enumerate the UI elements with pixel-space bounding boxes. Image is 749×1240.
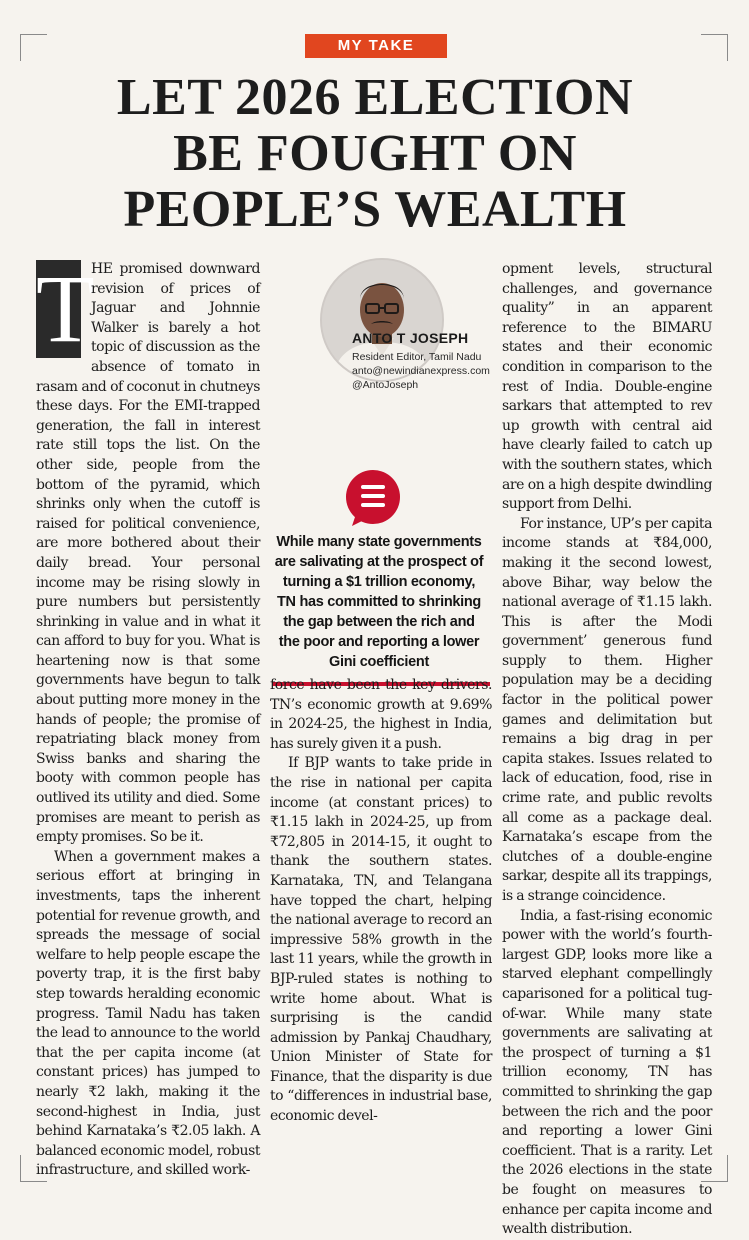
article-column-3 — [502, 260, 712, 1240]
paragraph: For instance, UP’s per capita income stands at ₹84,000, making it the second lowest, above Bihar, way below the national average of ₹1.15 lakh. This is after the Modi government’ generous fund supply to them. Higher population may be a deciding factor in the political power games and delimitation but remains a big drag in per capita stakes. Issues related to lack of education, food, rise in crime rate, and public revolts all come as a package deal. Karnataka’s escape from the clutches of a double-engine sarkar, despite all its trappings, is a strange coincidence. — [502, 515, 712, 904]
article-column-1 — [36, 255, 260, 1181]
headline-line: BE FOUGHT ON — [173, 125, 577, 182]
paragraph: HE promised downward revision of prices of Jaguar and Johnnie Walker is barely a hot topic of discussion as the absence of tomato in rasam and of coconut in chutneys these days. For the EMI-trapped generation, the fall in interest rate still tops the list. On the other side, people from the bottom of the pyramid, which shrinks only when the cutoff is raised for political convenience, are more bothered about their daily bread. Your personal income may be rising slowly in pure numbers but persistently shrinking in value and in what it can afford to buy for you. What is heartening now is that some governments have begun to talk about putting more money in the hands of people; the promise of repatriating black money from Swiss banks and sharing the booty with common people has outlived its utility and died. Some promises are meant to perish as empty promises. So be it. — [36, 261, 260, 846]
speech-bubble-icon — [344, 470, 402, 528]
author-handle: @AntoJoseph — [352, 379, 419, 391]
paragraph: India, a fast-rising economic power with the world’s fourth-largest GDP, looks more like a starved elephant compellingly caparisoned for a political tug-of-war. While many state governments are salivating at the prospect of turning a $1 trillion economy, TN has committed to shrinking the gap between the rich and the poor and reporting a lower Gini coefficient. That is a rarity. Let the 2026 elections in the state be fought on measures to enhance per capita income and wealth distribution. — [502, 907, 712, 1238]
article-column-2 — [270, 676, 492, 1127]
author-name: ANTO T JOSEPH — [352, 330, 469, 346]
headline-line: LET 2026 ELECTION — [116, 69, 634, 126]
author-role: Resident Editor, Tamil Nadu — [352, 351, 482, 363]
paragraph: force have been the key drivers. TN’s economic growth at 9.69% in 2024-25, the highest in India, has surely given it a push. — [270, 677, 492, 752]
frame-corner — [701, 34, 728, 61]
pull-quote: While many state governments are salivating at the prospect of turning a $1 trillion economy, TN has committed to shrinking the gap between the rich and the poor and reporting a lower Gini coefficient — [274, 534, 484, 670]
paragraph: When a government makes a serious effort at bringing in investments, taps the inherent potential for revenue growth, and spreads the message of social welfare to help people escape the poverty trap, it is the first baby step towards heralding economic progress. Tamil Nadu has taken the lead to announce to the world that the per capita income (at constant prices) has jumped to nearly ₹2 lakh, making it the second-highest in India, just behind Karnataka’s ₹2.05 lakh. A balanced economic model, robust infrastructure, and skilled work- — [36, 848, 260, 1179]
drop-cap: T — [36, 255, 95, 362]
paragraph: If BJP wants to take pride in the rise in national per capita income (at constant prices) to ₹1.15 lakh in 2024-25, up from ₹72,805 in 2014-15, it ought to thank the southern states. Karnataka, TN, and Telangana have topped the chart, helping the national average to record an impressive 58% growth in the last 11 years, while the growth in BJP-ruled states is nothing to write home about. What is surprising is the candid admission by Pankaj Chaudhary, Union Minister of State for Finance, that the disparity is due to “differences in industrial base, economic devel- — [270, 755, 492, 1125]
frame-corner — [20, 34, 47, 61]
headline-line: PEOPLE’S WEALTH — [123, 181, 627, 238]
section-tag: MY TAKE — [305, 34, 447, 58]
headline — [40, 70, 710, 238]
author-email: anto@newindianexpress.com — [352, 365, 490, 377]
paragraph: opment levels, structural challenges, and governance quality” in an apparent reference to the BIMARU states and their economic condition in comparison to the rest of India. Double-engine sarkars that attempted to rev up growth with central aid have clearly failed to catch up with the southern states, which are on a high despite dwindling support from Delhi. — [502, 261, 712, 513]
